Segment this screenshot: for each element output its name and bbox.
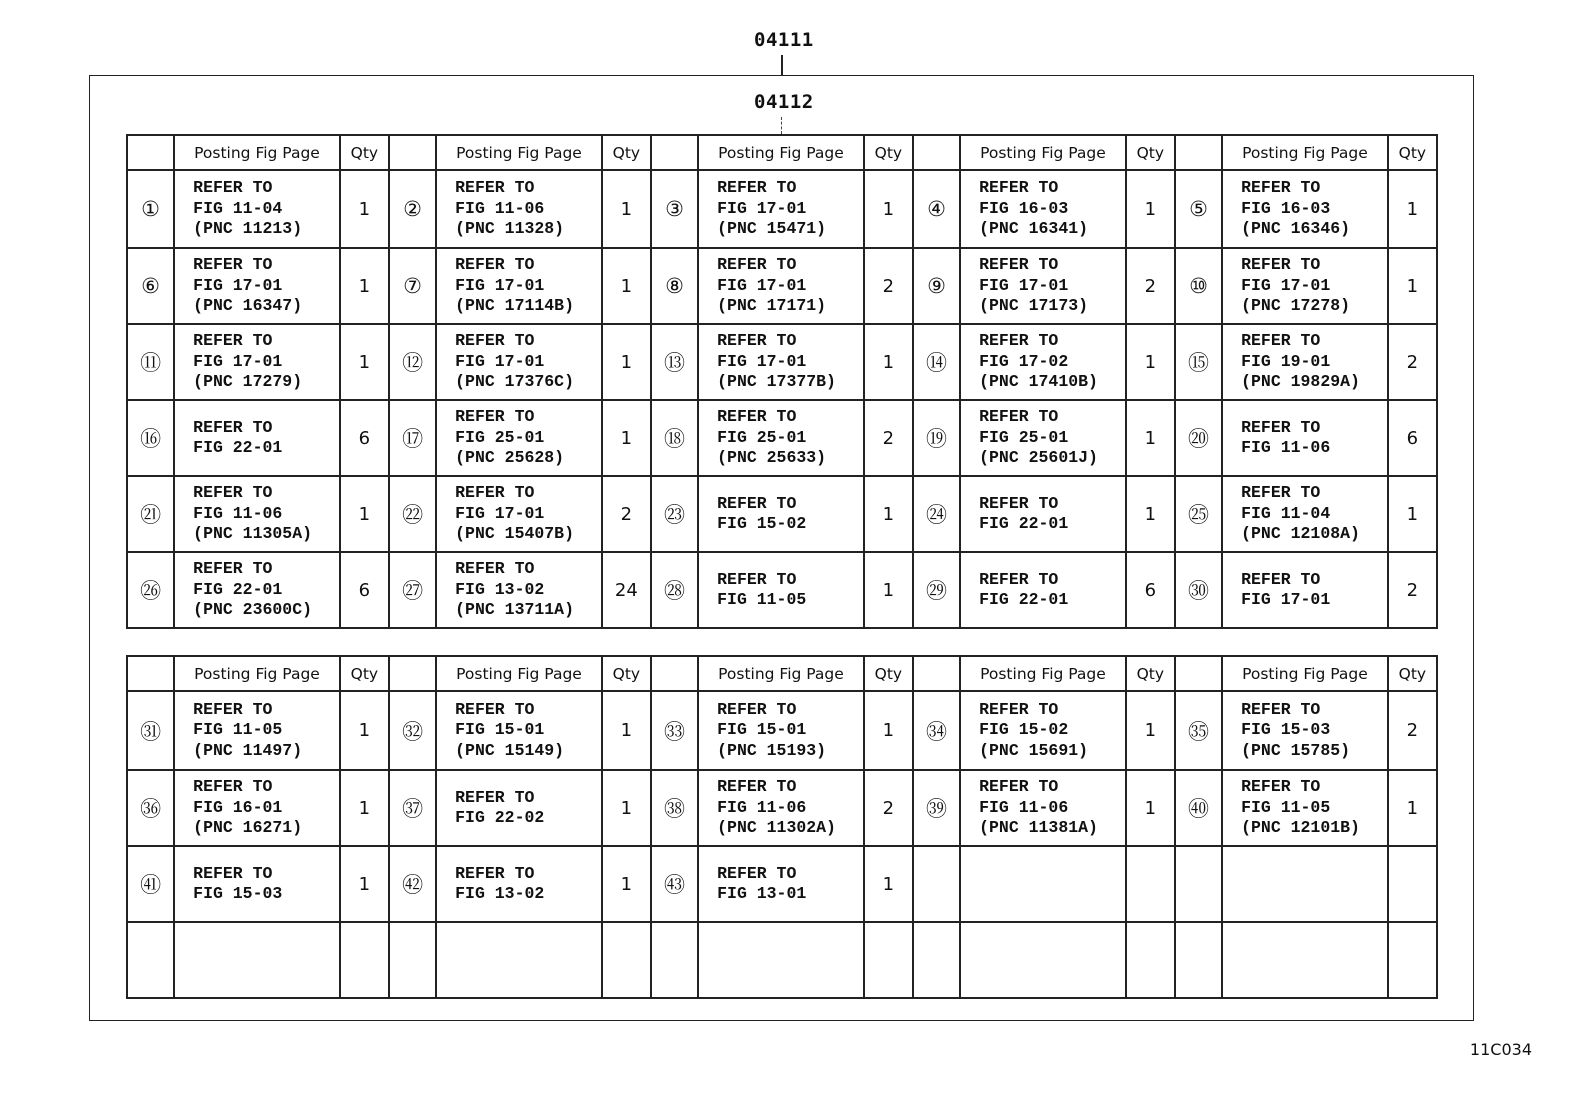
- item-qty: 1: [602, 324, 651, 400]
- table-row: [127, 170, 1437, 248]
- item-number: [389, 922, 436, 998]
- table-row: [127, 552, 1437, 628]
- outer-leader-line: [781, 55, 783, 76]
- item-qty: 1: [340, 248, 389, 324]
- item-qty: 1: [340, 691, 389, 770]
- fig-reference: REFER TO FIG 19-01 (PNC 19829A): [1222, 324, 1388, 400]
- header-qty: Qty: [340, 135, 389, 170]
- item-number: [127, 922, 174, 998]
- table-row: [127, 400, 1437, 476]
- header-posting: Posting Fig Page: [698, 656, 864, 691]
- item-number: ①: [127, 170, 174, 248]
- item-qty: 2: [864, 248, 913, 324]
- item-number: [651, 922, 698, 998]
- fig-reference: REFER TO FIG 15-03 (PNC 15785): [1222, 691, 1388, 770]
- item-qty: 1: [864, 476, 913, 552]
- header-number-cell: [651, 656, 698, 691]
- header-row: [127, 135, 1437, 170]
- fig-reference: REFER TO FIG 11-06 (PNC 11305A): [174, 476, 340, 552]
- item-qty: 2: [864, 770, 913, 846]
- outer-callout: 04111: [754, 29, 814, 51]
- item-number: ③: [651, 170, 698, 248]
- item-number: ㉞: [913, 691, 960, 770]
- item-number: ㊶: [127, 846, 174, 922]
- item-number: ㉗: [389, 552, 436, 628]
- item-qty: 1: [340, 846, 389, 922]
- item-qty: 6: [340, 552, 389, 628]
- fig-reference: REFER TO FIG 17-01 (PNC 17377B): [698, 324, 864, 400]
- item-number: ㉚: [1175, 552, 1222, 628]
- header-posting: Posting Fig Page: [1222, 135, 1388, 170]
- item-number: ⑬: [651, 324, 698, 400]
- item-number: ㊸: [651, 846, 698, 922]
- item-number: ⑮: [1175, 324, 1222, 400]
- header-qty: Qty: [864, 656, 913, 691]
- header-number-cell: [389, 656, 436, 691]
- fig-reference: REFER TO FIG 22-01: [960, 552, 1126, 628]
- fig-reference: REFER TO FIG 13-01: [698, 846, 864, 922]
- fig-reference: REFER TO FIG 25-01 (PNC 25628): [436, 400, 602, 476]
- fig-reference: REFER TO FIG 17-01 (PNC 17278): [1222, 248, 1388, 324]
- item-qty: 1: [864, 846, 913, 922]
- item-qty: 2: [864, 400, 913, 476]
- header-number-cell: [389, 135, 436, 170]
- header-posting: Posting Fig Page: [174, 135, 340, 170]
- table-row: [127, 248, 1437, 324]
- item-qty: 6: [1126, 552, 1175, 628]
- item-qty: 2: [602, 476, 651, 552]
- item-number: [913, 846, 960, 922]
- header-row: [127, 656, 1437, 691]
- item-qty: 1: [864, 170, 913, 248]
- inner-callout: 04112: [754, 91, 814, 113]
- item-qty: 1: [602, 691, 651, 770]
- item-qty: 2: [1388, 691, 1437, 770]
- fig-reference: REFER TO FIG 13-02: [436, 846, 602, 922]
- item-number: ㊳: [651, 770, 698, 846]
- fig-reference: REFER TO FIG 17-01 (PNC 15471): [698, 170, 864, 248]
- item-qty: 1: [1126, 770, 1175, 846]
- fig-reference: REFER TO FIG 11-06 (PNC 11381A): [960, 770, 1126, 846]
- item-number: ㉒: [389, 476, 436, 552]
- upper-parts-table: [126, 134, 1438, 629]
- item-qty: 1: [602, 170, 651, 248]
- item-qty: 1: [1126, 691, 1175, 770]
- item-qty: 1: [864, 691, 913, 770]
- item-number: ⑳: [1175, 400, 1222, 476]
- fig-reference: REFER TO FIG 11-05: [698, 552, 864, 628]
- item-number: ㉟: [1175, 691, 1222, 770]
- item-qty: 1: [602, 770, 651, 846]
- fig-reference: REFER TO FIG 16-03 (PNC 16341): [960, 170, 1126, 248]
- item-number: ㉛: [127, 691, 174, 770]
- item-qty: [1388, 846, 1437, 922]
- fig-reference: REFER TO FIG 16-03 (PNC 16346): [1222, 170, 1388, 248]
- item-qty: 1: [340, 476, 389, 552]
- item-qty: 1: [1388, 248, 1437, 324]
- item-qty: [340, 922, 389, 998]
- item-qty: 1: [1126, 324, 1175, 400]
- fig-reference: REFER TO FIG 15-03: [174, 846, 340, 922]
- inner-leader-line: [781, 117, 782, 134]
- item-number: ㉘: [651, 552, 698, 628]
- header-posting: Posting Fig Page: [436, 135, 602, 170]
- fig-reference: REFER TO FIG 22-01: [174, 400, 340, 476]
- item-number: ⑤: [1175, 170, 1222, 248]
- fig-reference: REFER TO FIG 17-01: [1222, 552, 1388, 628]
- item-qty: 1: [1126, 170, 1175, 248]
- item-qty: 1: [340, 770, 389, 846]
- table-row: [127, 476, 1437, 552]
- item-qty: 1: [602, 248, 651, 324]
- fig-reference: [960, 922, 1126, 998]
- table-row: [127, 691, 1437, 770]
- fig-reference: REFER TO FIG 15-02 (PNC 15691): [960, 691, 1126, 770]
- header-qty: Qty: [1126, 135, 1175, 170]
- fig-reference: REFER TO FIG 17-01 (PNC 15407B): [436, 476, 602, 552]
- item-number: ⑧: [651, 248, 698, 324]
- lower-parts-table: [126, 655, 1438, 999]
- item-qty: 1: [340, 324, 389, 400]
- header-number-cell: [1175, 656, 1222, 691]
- header-qty: Qty: [1388, 656, 1437, 691]
- fig-reference: REFER TO FIG 11-04 (PNC 11213): [174, 170, 340, 248]
- table-row: [127, 846, 1437, 922]
- figure-id: 11C034: [1469, 1040, 1532, 1059]
- header-posting: Posting Fig Page: [960, 656, 1126, 691]
- header-number-cell: [913, 656, 960, 691]
- item-number: ⑱: [651, 400, 698, 476]
- fig-reference: [1222, 846, 1388, 922]
- item-number: ㊱: [127, 770, 174, 846]
- item-number: ⑩: [1175, 248, 1222, 324]
- fig-reference: REFER TO FIG 11-06 (PNC 11302A): [698, 770, 864, 846]
- header-posting: Posting Fig Page: [960, 135, 1126, 170]
- fig-reference: REFER TO FIG 11-06: [1222, 400, 1388, 476]
- item-qty: 1: [1126, 400, 1175, 476]
- fig-reference: [436, 922, 602, 998]
- header-number-cell: [1175, 135, 1222, 170]
- fig-reference: REFER TO FIG 22-01 (PNC 23600C): [174, 552, 340, 628]
- item-number: ⑨: [913, 248, 960, 324]
- fig-reference: REFER TO FIG 17-01 (PNC 17114B): [436, 248, 602, 324]
- header-posting: Posting Fig Page: [698, 135, 864, 170]
- header-posting: Posting Fig Page: [1222, 656, 1388, 691]
- fig-reference: [698, 922, 864, 998]
- item-qty: 1: [1388, 476, 1437, 552]
- item-qty: 6: [1388, 400, 1437, 476]
- fig-reference: REFER TO FIG 17-01 (PNC 17173): [960, 248, 1126, 324]
- header-number-cell: [127, 656, 174, 691]
- fig-reference: [1222, 922, 1388, 998]
- header-qty: Qty: [602, 135, 651, 170]
- header-posting: Posting Fig Page: [436, 656, 602, 691]
- item-qty: 1: [1126, 476, 1175, 552]
- item-number: [1175, 922, 1222, 998]
- header-posting: Posting Fig Page: [174, 656, 340, 691]
- item-qty: 1: [602, 846, 651, 922]
- fig-reference: REFER TO FIG 25-01 (PNC 25633): [698, 400, 864, 476]
- fig-reference: REFER TO FIG 22-02: [436, 770, 602, 846]
- item-qty: 2: [1388, 552, 1437, 628]
- item-number: ②: [389, 170, 436, 248]
- item-qty: [864, 922, 913, 998]
- header-qty: Qty: [602, 656, 651, 691]
- fig-reference: [960, 846, 1126, 922]
- fig-reference: REFER TO FIG 11-06 (PNC 11328): [436, 170, 602, 248]
- header-qty: Qty: [864, 135, 913, 170]
- fig-reference: REFER TO FIG 13-02 (PNC 13711A): [436, 552, 602, 628]
- header-number-cell: [651, 135, 698, 170]
- fig-reference: REFER TO FIG 17-01 (PNC 16347): [174, 248, 340, 324]
- table-row: [127, 922, 1437, 998]
- fig-reference: REFER TO FIG 11-05 (PNC 11497): [174, 691, 340, 770]
- item-number: ㉕: [1175, 476, 1222, 552]
- item-number: ㊴: [913, 770, 960, 846]
- item-qty: 2: [1388, 324, 1437, 400]
- item-number: ㉓: [651, 476, 698, 552]
- item-qty: [1388, 922, 1437, 998]
- item-number: ⑪: [127, 324, 174, 400]
- item-qty: 24: [602, 552, 651, 628]
- item-number: ㊵: [1175, 770, 1222, 846]
- item-qty: 2: [1126, 248, 1175, 324]
- item-number: ⑯: [127, 400, 174, 476]
- item-number: ㊲: [389, 770, 436, 846]
- fig-reference: REFER TO FIG 11-04 (PNC 12108A): [1222, 476, 1388, 552]
- item-number: ⑦: [389, 248, 436, 324]
- header-qty: Qty: [1388, 135, 1437, 170]
- fig-reference: [174, 922, 340, 998]
- item-number: ㉑: [127, 476, 174, 552]
- item-number: ④: [913, 170, 960, 248]
- item-qty: 1: [864, 552, 913, 628]
- item-number: ㉜: [389, 691, 436, 770]
- item-number: ㉙: [913, 552, 960, 628]
- item-number: [913, 922, 960, 998]
- item-number: ㊷: [389, 846, 436, 922]
- item-qty: 1: [1388, 770, 1437, 846]
- header-qty: Qty: [340, 656, 389, 691]
- fig-reference: REFER TO FIG 17-01 (PNC 17376C): [436, 324, 602, 400]
- header-number-cell: [913, 135, 960, 170]
- item-number: ⑫: [389, 324, 436, 400]
- item-number: ⑲: [913, 400, 960, 476]
- item-qty: 1: [602, 400, 651, 476]
- fig-reference: REFER TO FIG 17-01 (PNC 17171): [698, 248, 864, 324]
- fig-reference: REFER TO FIG 17-02 (PNC 17410B): [960, 324, 1126, 400]
- item-qty: [1126, 846, 1175, 922]
- table-row: [127, 324, 1437, 400]
- item-qty: 1: [1388, 170, 1437, 248]
- item-qty: [1126, 922, 1175, 998]
- fig-reference: REFER TO FIG 15-01 (PNC 15193): [698, 691, 864, 770]
- fig-reference: REFER TO FIG 15-02: [698, 476, 864, 552]
- fig-reference: REFER TO FIG 17-01 (PNC 17279): [174, 324, 340, 400]
- item-number: ㉔: [913, 476, 960, 552]
- header-number-cell: [127, 135, 174, 170]
- fig-reference: REFER TO FIG 15-01 (PNC 15149): [436, 691, 602, 770]
- fig-reference: REFER TO FIG 22-01: [960, 476, 1126, 552]
- item-number: ⑰: [389, 400, 436, 476]
- header-qty: Qty: [1126, 656, 1175, 691]
- item-qty: 1: [864, 324, 913, 400]
- table-row: [127, 770, 1437, 846]
- item-number: ㉝: [651, 691, 698, 770]
- fig-reference: REFER TO FIG 11-05 (PNC 12101B): [1222, 770, 1388, 846]
- item-qty: 6: [340, 400, 389, 476]
- item-number: ⑥: [127, 248, 174, 324]
- fig-reference: REFER TO FIG 16-01 (PNC 16271): [174, 770, 340, 846]
- item-number: ⑭: [913, 324, 960, 400]
- item-qty: 1: [340, 170, 389, 248]
- item-number: [1175, 846, 1222, 922]
- item-number: ㉖: [127, 552, 174, 628]
- item-qty: [602, 922, 651, 998]
- fig-reference: REFER TO FIG 25-01 (PNC 25601J): [960, 400, 1126, 476]
